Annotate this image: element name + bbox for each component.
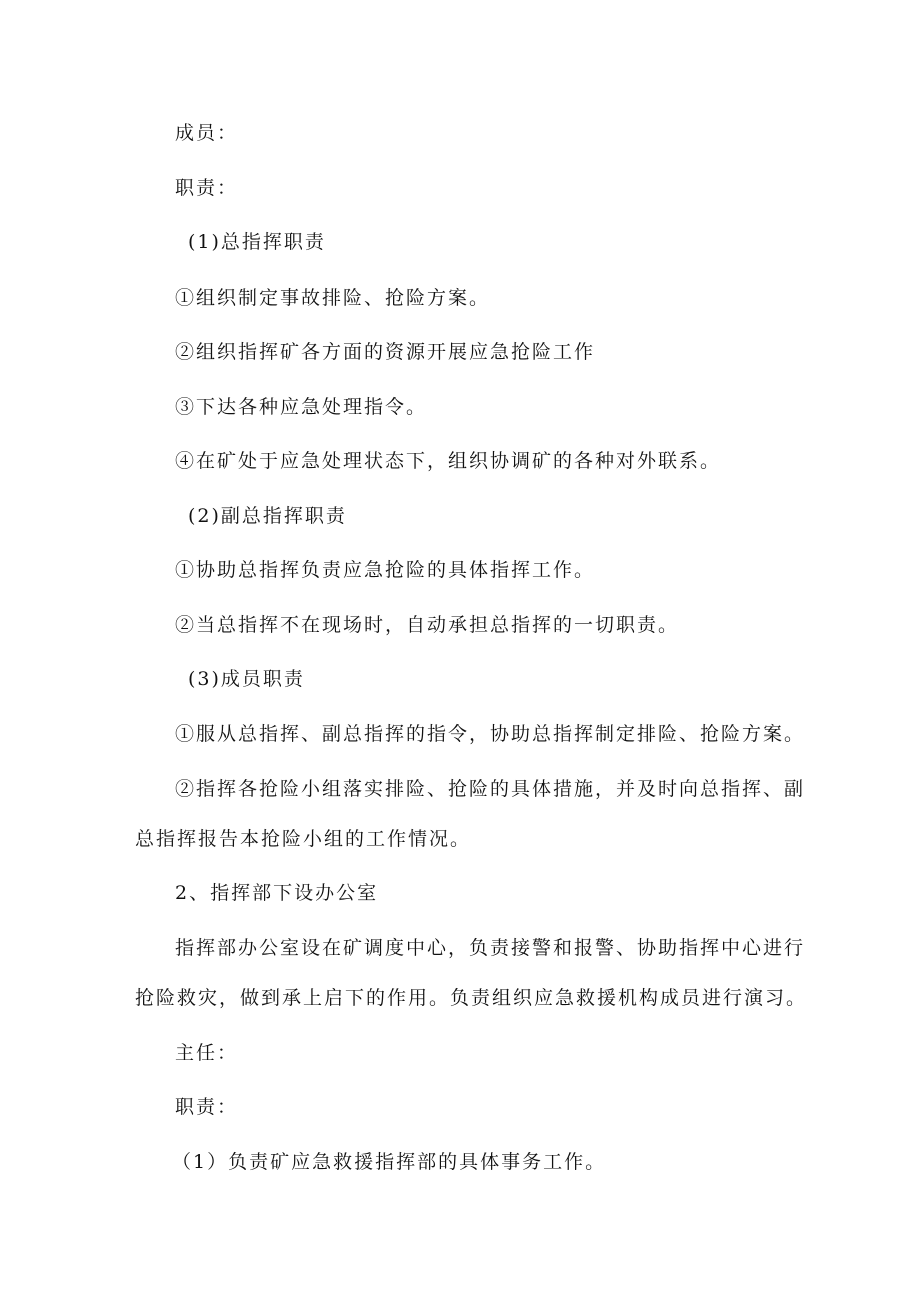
paragraph: ①组织制定事故排险、抢险方案。 — [175, 287, 491, 309]
director-label: 主任： — [175, 1042, 239, 1064]
section-heading-commander: (1)总指挥职责 — [188, 231, 326, 253]
paragraph: ②指挥各抢险小组落实排险、抢险的具体措施，并及时向总指挥、副 — [175, 778, 806, 800]
paragraph: 指挥部办公室设在矿调度中心，负责接警和报警、协助指挥中心进行 — [175, 937, 806, 959]
paragraph-continuation: 抢险救灾，做到承上启下的作用。负责组织应急救援机构成员进行演习。 — [135, 987, 808, 1009]
duties-label: 职责： — [175, 177, 239, 199]
paragraph: （1）负责矿应急救援指挥部的具体事务工作。 — [172, 1151, 607, 1173]
paragraph: ①协助总指挥负责应急抢险的具体指挥工作。 — [175, 559, 596, 581]
duties-label: 职责： — [175, 1096, 239, 1118]
section-heading-members: (3)成员职责 — [188, 668, 305, 690]
section-heading-office: 2、指挥部下设办公室 — [175, 882, 379, 904]
paragraph: ①服从总指挥、副总指挥的指令，协助总指挥制定排险、抢险方案。 — [175, 723, 806, 745]
paragraph-continuation: 总指挥报告本抢险小组的工作情况。 — [135, 828, 472, 850]
paragraph: ②组织指挥矿各方面的资源开展应急抢险工作 — [175, 341, 596, 363]
paragraph: ②当总指挥不在现场时，自动承担总指挥的一切职责。 — [175, 614, 680, 636]
members-label: 成员： — [175, 122, 239, 144]
section-heading-deputy: (2)副总指挥职责 — [188, 505, 347, 527]
paragraph: ④在矿处于应急处理状态下，组织协调矿的各种对外联系。 — [175, 450, 722, 472]
paragraph: ③下达各种应急处理指令。 — [175, 396, 428, 418]
